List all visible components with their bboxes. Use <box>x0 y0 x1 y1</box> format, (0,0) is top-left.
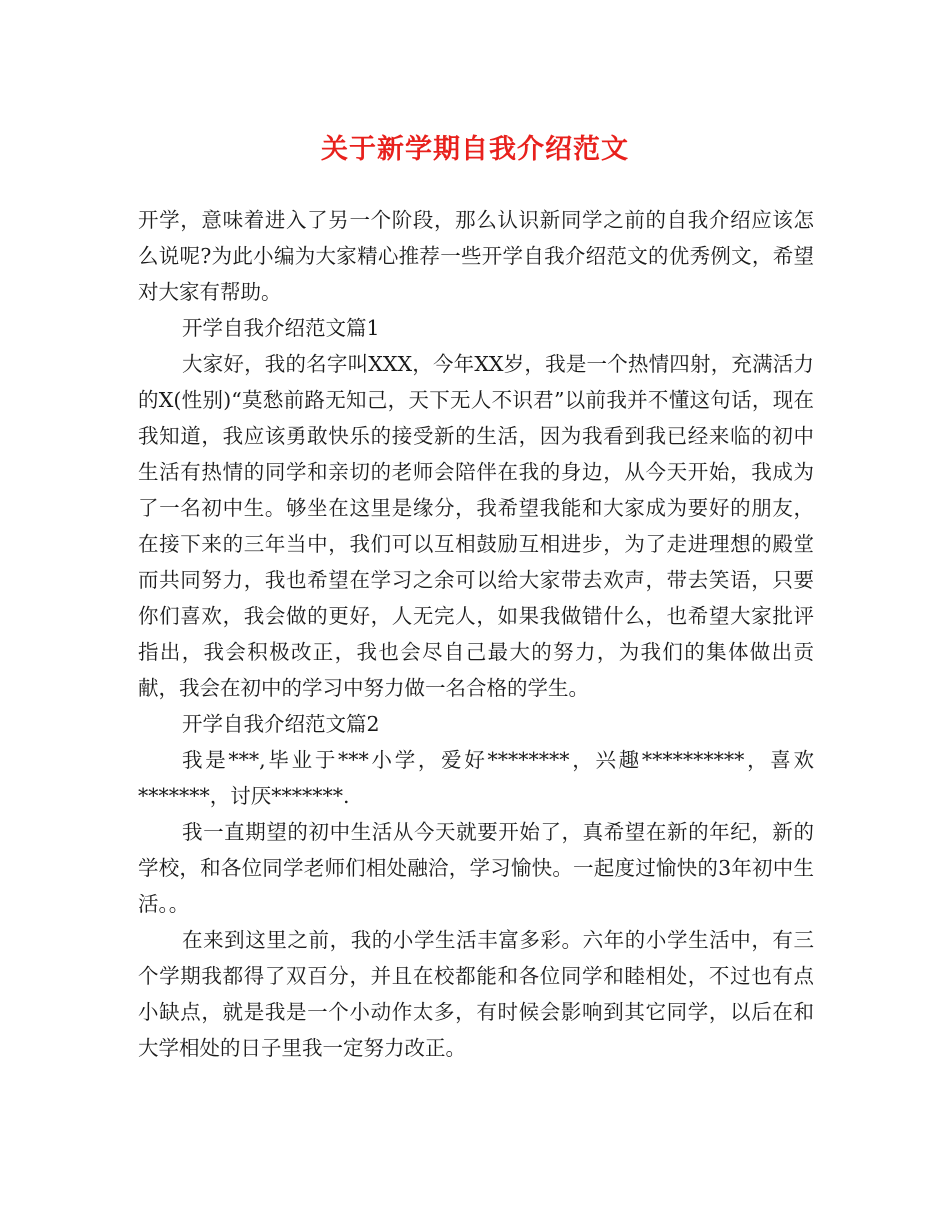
document-title: 关于新学期自我介绍范文 <box>321 134 629 165</box>
section-heading-1: 开学自我介绍范文篇1 <box>182 316 380 340</box>
section-1-paragraph: 大家好，我的名字叫XXX，今年XX岁，我是一个热情四射，充满活力的X(性别)“莫愁前路无知己，天下无人不识君”以前我并不懂这句话，现在我知道，我应该勇敢快乐的接受新的生活，因为我看到我已经来临的初中生活有热情的同学和亲切的老师会陪伴在我的身边，从今天开始，我成为了一名初中生。够坐在这里是缘分，我希望我能和大家成为要好的朋友，在接下来的三年当中，我们可以互相鼓励互相进步，为了走进理想的殿堂而共同努力，我也希望在学习之余可以给大家带去欢声，带去笑语，只要你们喜欢，我会做的更好，人无完人，如果我做错什么，也希望大家批评指出，我会积极改正，我也会尽自己最大的努力，为我们的集体做出贡献，我会在初中的学习中努力做一名合格的学生。 <box>138 352 814 700</box>
section-heading-2: 开学自我介绍范文篇2 <box>182 712 380 736</box>
section-2-paragraph-2: 我一直期望的初中生活从今天就要开始了，真希望在新的年纪，新的学校，和各位同学老师们相处融洽，学习愉快。一起度过愉快的3年初中生活。。 <box>138 820 814 916</box>
section-2-paragraph-1: 我是***,毕业于***小学，爱好********，兴趣**********，喜欢*******，讨厌*******. <box>138 748 814 808</box>
intro-paragraph: 开学，意味着进入了另一个阶段，那么认识新同学之前的自我介绍应该怎么说呢?为此小编为大家精心推荐一些开学自我介绍范文的优秀例文，希望对大家有帮助。 <box>138 208 814 304</box>
document-body <box>138 202 814 1066</box>
section-2-paragraph-3: 在来到这里之前，我的小学生活丰富多彩。六年的小学生活中，有三个学期我都得了双百分，并且在校都能和各位同学和睦相处，不过也有点小缺点，就是我是一个小动作太多，有时候会影响到其它同学，以后在和大学相处的日子里我一定努力改正。 <box>138 928 814 1060</box>
